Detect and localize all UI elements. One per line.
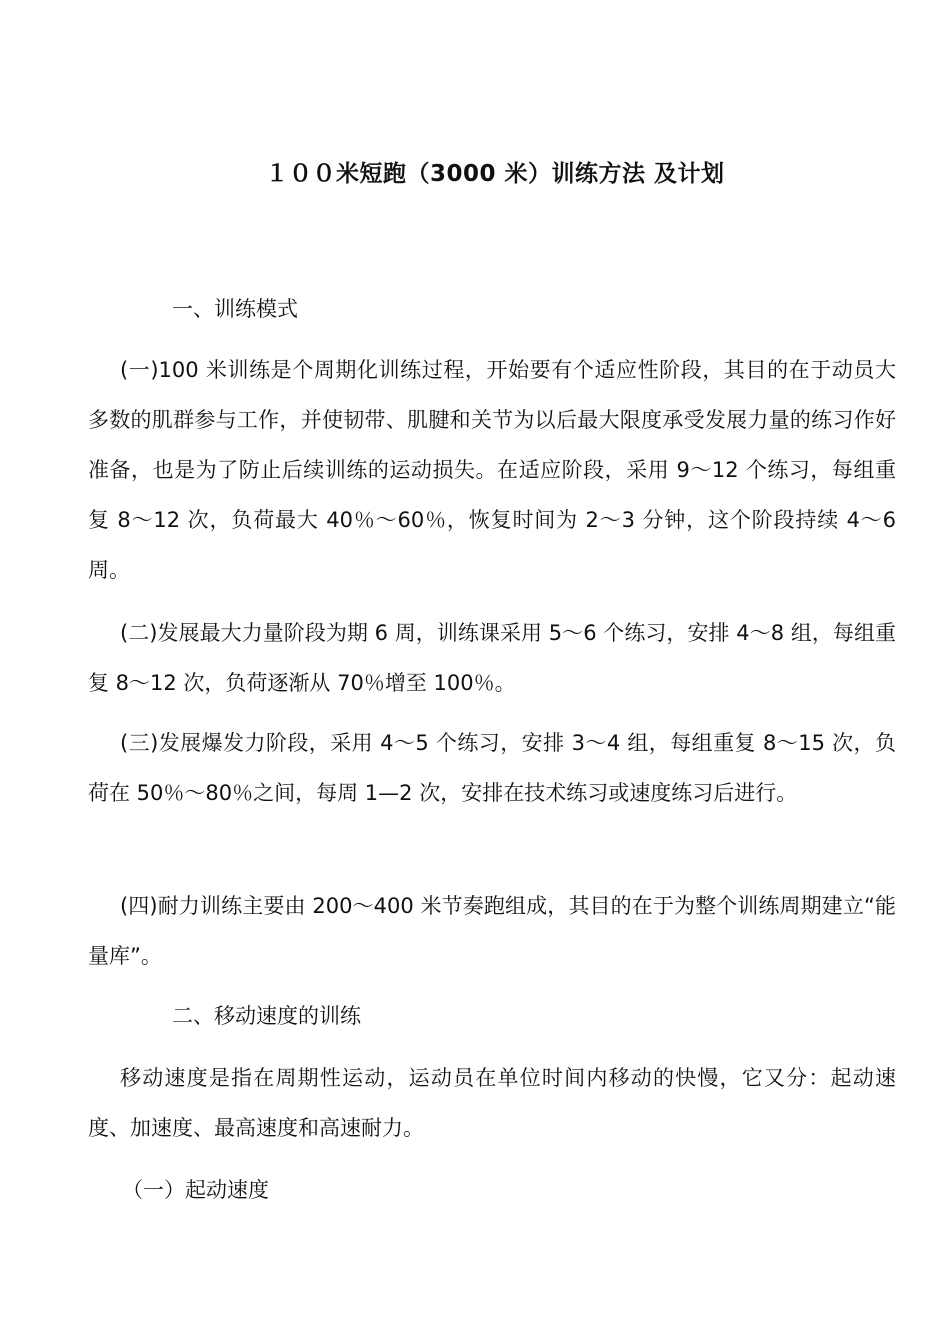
section-heading-movement-speed: 二、移动速度的训练 (172, 1004, 361, 1028)
paragraph-explosive-power-phase: (三)发展爆发力阶段，采用 4～5 个练习，安排 3～4 组，每组重复 8～15 次，负荷在 50％～80％之间，每周 1—2 次，安排在技术练习或速度练习后进行。 (88, 731, 896, 805)
paragraph-endurance-training: (四)耐力训练主要由 200～400 米节奏跑组成，其目的在于为整个训练周期建立“能量库”。 (88, 894, 896, 968)
paragraph-max-strength-phase: (二)发展最大力量阶段为期 6 周，训练课采用 5～6 个练习，安排 4～8 组，每组重复 8～12 次，负荷逐渐从 70％增至 100％。 (88, 621, 896, 695)
paragraph-movement-speed: 移动速度是指在周期性运动，运动员在单位时间内移动的快慢，它又分：起动速度、加速度、最高速度和高速耐力。 (88, 1066, 896, 1140)
paragraph-adaptation-phase: (一)100 米训练是个周期化训练过程，开始要有个适应性阶段，其目的在于动员大多数的肌群参与工作，并使韧带、肌腱和关节为以后最大限度承受发展力量的练习作好准备，也是为了防止后续训练的运动损失。在适应阶段，采用 9～12 个练习，每组重复 8～12 次，负荷最大 40％～60％，恢复时间为 2～3 分钟，这个阶段持续 4～6 周。 (88, 358, 896, 582)
subsection-heading-start-speed: （一）起动速度 (122, 1178, 269, 1202)
document-title: １００米短跑（3000 米）训练方法 及计划 (265, 161, 725, 187)
section-heading-training-mode: 一、训练模式 (172, 297, 298, 321)
